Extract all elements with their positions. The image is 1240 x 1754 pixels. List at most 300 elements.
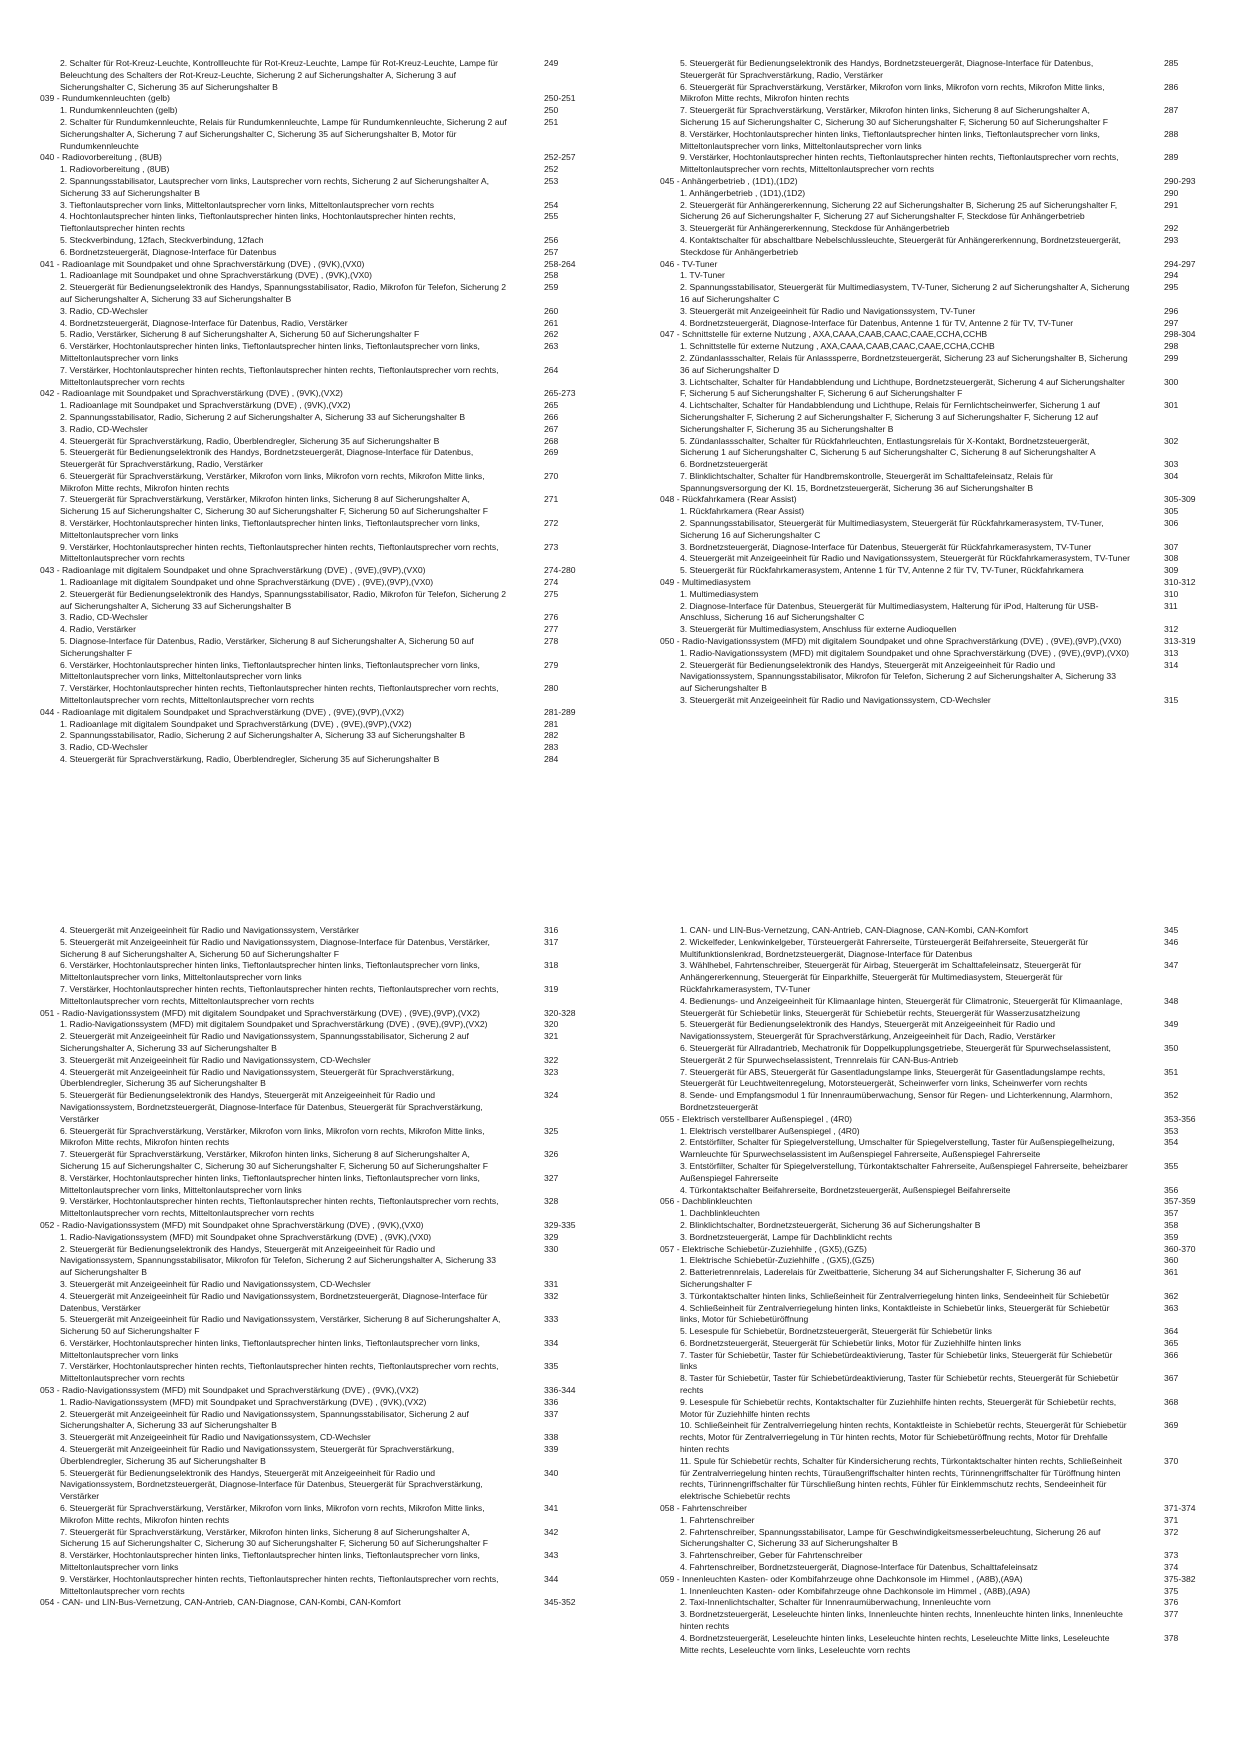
toc-subentry — [40, 211, 600, 235]
toc-subentry — [660, 1420, 1220, 1455]
toc-page-number: 332 — [544, 1290, 559, 1301]
toc-entry-text: 3. Radio, CD-Wechsler — [60, 305, 148, 316]
toc-entry-text: 5. Zündanlassschalter, Schalter für Rückfahrleuchten, Entlastungsrelais für X-Kontakt, Bordnetzsteuergerät, Sicherung 1 auf Sicherungshalter C, Sicherung 5 auf Sicherungshalter C, Sicherung 8 auf Sicherungshalter A — [680, 435, 1096, 458]
toc-subentry — [660, 1373, 1220, 1397]
toc-entry-text: 3. Steuergerät mit Anzeigeeinheit für Radio und Navigationssystem, TV-Tuner — [680, 305, 976, 316]
toc-subentry — [40, 164, 600, 176]
toc-entry-text: 9. Verstärker, Hochtonlautsprecher hinten rechts, Tieftonlautsprecher hinten rechts, Tieftonlautsprecher vorn rechts, Mitteltonlautsprecher vorn rechts, Mitteltonlautsprecher vorn rechts — [680, 152, 1119, 175]
toc-subentry — [660, 436, 1220, 460]
toc-page-number: 290 — [1164, 187, 1179, 198]
toc-page-number: 328 — [544, 1196, 559, 1207]
toc-entry-text: 7. Verstärker, Hochtonlautsprecher hinten rechts, Tieftonlautsprecher hinten rechts, Tieftonlautsprecher vorn rechts, Mitteltonlautsprecher vorn rechts, Mitteltonlautsprecher vorn rechts — [60, 983, 499, 1006]
toc-page-number: 352 — [1164, 1090, 1179, 1101]
toc-page-number: 281-289 — [544, 706, 576, 717]
toc-entry-text: 6. Verstärker, Hochtonlautsprecher hinten links, Tieftonlautsprecher hinten links, Tieftonlautsprecher vorn links, Mitteltonlautsprecher vorn links, Mitteltonlautsprecher vorn links — [60, 659, 480, 682]
toc-subentry — [660, 937, 1220, 961]
toc-page-number: 290-293 — [1164, 175, 1196, 186]
toc-page-number: 266 — [544, 411, 559, 422]
toc-subentry — [40, 1409, 600, 1433]
toc-subentry — [660, 925, 1220, 937]
toc-entry-text: 5. Steuergerät für Bedienungselektronik des Handys, Bordnetzsteuergerät, Diagnose-Interface für Datenbus, Steuergerät für Sprachverstärkung, Radio, Verstärker — [680, 58, 1094, 80]
toc-page-number: 291 — [1164, 199, 1179, 210]
toc-subentry — [40, 329, 600, 341]
toc-page-number: 309 — [1164, 565, 1179, 576]
toc-entry-text: 4. Türkontaktschalter Beifahrerseite, Bordnetzsteuergerät, Außenspiegel Beifahrerseite — [680, 1184, 1011, 1195]
toc-page-number: 279 — [544, 659, 559, 670]
toc-entry-text: 5. Steuergerät für Bedienungselektronik des Handys, Steuergerät mit Anzeigeeinheit für Radio und Navigationssystem, Bordnetzsteuergerät, Diagnose-Interface für Datenbus, Steuergerät für Sprachverstärkung, Verstärker — [60, 1090, 483, 1124]
toc-subentry — [40, 542, 600, 566]
toc-section-entry — [660, 1244, 1220, 1256]
toc-entry-text: 8. Verstärker, Hochtonlautsprecher hinten links, Tieftonlautsprecher hinten links, Tieftonlautsprecher vorn links, Mitteltonlautsprecher vorn links — [60, 1550, 480, 1573]
toc-page-number: 367 — [1164, 1373, 1179, 1384]
toc-page-number: 360-370 — [1164, 1243, 1196, 1254]
toc-subentry — [660, 105, 1220, 129]
toc-page-number: 298-304 — [1164, 329, 1196, 340]
toc-page-number: 265-273 — [544, 388, 576, 399]
toc-page-number: 296 — [1164, 305, 1179, 316]
toc-entry-text: 7. Verstärker, Hochtonlautsprecher hinten rechts, Tieftonlautsprecher hinten rechts, Tieftonlautsprecher vorn rechts, Mitteltonlautsprecher vorn rechts, Mitteltonlautsprecher vorn rechts — [60, 683, 499, 706]
toc-entry-text: 9. Lesespule für Schiebetür rechts, Kontaktschalter für Zuziehhilfe hinten rechts, Steuergerät für Schiebetür rechts, Motor für Zuziehhilfe hinten rechts — [680, 1396, 1117, 1419]
toc-entry-text: 4. Bordnetzsteuergerät, Diagnose-Interface für Datenbus, Radio, Verstärker — [60, 317, 348, 328]
toc-page-number: 371-374 — [1164, 1503, 1196, 1514]
toc-subentry — [40, 518, 600, 542]
toc-page-number: 257 — [544, 246, 559, 257]
toc-page-number: 319 — [544, 983, 559, 994]
toc-page-number: 320-328 — [544, 1007, 576, 1018]
toc-page-number: 330 — [544, 1243, 559, 1254]
toc-subentry — [660, 459, 1220, 471]
toc-entry-text: 1. Radio-Navigationssystem (MFD) mit digitalem Soundpaket und ohne Sprachverstärkung (DVE) , (9VE),(9VP),(VX0) — [680, 647, 1129, 658]
toc-entry-text: 4. Bedienungs- und Anzeigeeinheit für Klimaanlage hinten, Steuergerät für Climatronic, Steuergerät für Klimaanlage, Steuergerät für Schiebetür links, Steuergerät für Schiebetür rechts, Steuergerät für Wasserzusatzheizung — [680, 995, 1123, 1018]
toc-subentry — [660, 282, 1220, 306]
toc-page-number: 360 — [1164, 1255, 1179, 1266]
toc-section-entry — [660, 329, 1220, 341]
toc-page-number: 370 — [1164, 1455, 1179, 1466]
toc-page-number: 351 — [1164, 1066, 1179, 1077]
toc-entry-text: 046 - TV-Tuner — [660, 258, 718, 269]
toc-entry-text: 1. Radio-Navigationssystem (MFD) mit Soundpaket und Sprachverstärkung (DVE) , (9VK),(VX2) — [60, 1396, 427, 1407]
toc-page-number: 313-319 — [1164, 636, 1196, 647]
toc-entry-text: 1. Radioanlage mit Soundpaket und Sprachverstärkung (DVE) , (9VK),(VX2) — [60, 400, 351, 411]
toc-subentry — [660, 1397, 1220, 1421]
toc-page-number: 305-309 — [1164, 494, 1196, 505]
toc-subentry — [40, 412, 600, 424]
toc-entry-text: 4. Steuergerät für Sprachverstärkung, Radio, Überblendregler, Sicherung 35 auf Sicherungshalter B — [60, 754, 440, 765]
toc-entry-text: 3. Bordnetzsteuergerät, Lampe für Dachblinklicht rechts — [680, 1231, 893, 1242]
toc-entry-text: 7. Steuergerät für ABS, Steuergerät für Gasentladungslampe links, Steuergerät für Gasentladungslampe rechts, Steuergerät für Leuchtweitenregelung, Motorsteuergerät, Scheinwerfer vorn links, Scheinwerfer vorn rechts — [680, 1066, 1106, 1089]
toc-section-entry — [660, 494, 1220, 506]
toc-entry-text: 1. Radio-Navigationssystem (MFD) mit Soundpaket ohne Sprachverstärkung (DVE) , (9VK),(VX0) — [60, 1231, 432, 1242]
toc-entry-text: 3. Lichtschalter, Schalter für Handabblendung und Lichthupe, Bordnetzsteuergerät, Sicherung 4 auf Sicherungshalter F, Sicherung 5 auf Sicherungshalter F, Sicherung 6 auf Sicherungshalter F — [680, 376, 1125, 399]
toc-subentry — [40, 105, 600, 117]
toc-entry-text: 5. Steuergerät für Rückfahrkamerasystem, Antenne 1 für TV, Antenne 2 für TV, TV-Tuner, Rückfahrkamera — [680, 565, 1084, 576]
toc-subentry — [40, 1067, 600, 1091]
toc-subentry — [40, 447, 600, 471]
toc-page-number: 375 — [1164, 1585, 1179, 1596]
toc-page-number: 249 — [544, 58, 559, 68]
toc-subentry — [40, 282, 600, 306]
toc-page-number: 264 — [544, 364, 559, 375]
toc-page-number: 338 — [544, 1432, 559, 1443]
toc-subentry — [40, 925, 600, 937]
toc-page-number: 265 — [544, 400, 559, 411]
toc-subentry — [660, 1633, 1220, 1657]
toc-subentry — [40, 270, 600, 282]
toc-page-number: 292 — [1164, 223, 1179, 234]
toc-entry-text: 3. Steuergerät mit Anzeigeeinheit für Radio und Navigationssystem, CD-Wechsler — [60, 1054, 371, 1065]
toc-section-entry — [660, 1503, 1220, 1515]
toc-entry-text: 041 - Radioanlage mit Soundpaket und ohne Sprachverstärkung (DVE) , (9VK),(VX0) — [40, 258, 365, 269]
toc-entry-text: 2. Spannungsstabilisator, Steuergerät für Multimediasystem, Steuergerät für Rückfahrkamerasystem, TV-Tuner, Sicherung 16 auf Sicherungshalter C — [680, 518, 1104, 540]
toc-page-number: 250 — [544, 105, 559, 116]
toc-entry-text: 6. Bordnetzsteuergerät, Steuergerät für Schiebetür links, Motor für Zuziehhilfe hinten links — [680, 1337, 1022, 1348]
toc-entry-text: 3. Tieftonlautsprecher vorn links, Mitteltonlautsprecher vorn links, Mitteltonlautsprecher vorn rechts — [60, 199, 434, 210]
toc-entry-text: 4. Radio, Verstärker — [60, 624, 136, 635]
toc-entry-text: 6. Verstärker, Hochtonlautsprecher hinten links, Tieftonlautsprecher hinten links, Tieftonlautsprecher vorn links, Mitteltonlautsprecher vorn links, Mitteltonlautsprecher vorn links — [60, 960, 480, 983]
toc-entry-text: 042 - Radioanlage mit Soundpaket und Sprachverstärkung (DVE) , (9VK),(VX2) — [40, 388, 343, 399]
toc-entry-text: 4. Bordnetzsteuergerät, Diagnose-Interface für Datenbus, Antenne 1 für TV, Antenne 2 für TV, TV-Tuner — [680, 317, 1074, 328]
toc-subentry — [40, 589, 600, 613]
toc-entry-text: 058 - Fahrtenschreiber — [660, 1503, 747, 1514]
toc-page-number: 295 — [1164, 282, 1179, 293]
toc-page-number: 373 — [1164, 1550, 1179, 1561]
toc-subentry — [660, 306, 1220, 318]
toc-page-number: 350 — [1164, 1042, 1179, 1053]
toc-entry-text: 7. Steuergerät für Sprachverstärkung, Verstärker, Mikrofon hinten links, Sicherung 8 auf Sicherungshalter A, Sicherung 15 auf Sicherungshalter C, Sicherung 30 auf Sicherungshalter F, Sicherung 50 auf Sicherungshalter F — [60, 1149, 489, 1171]
toc-entry-text: 4. Bordnetzsteuergerät, Leseleuchte hinten links, Leseleuchte hinten rechts, Leseleuchte Mitte links, Leseleuchte Mitte rechts, Leseleuchte vorn links, Leseleuchte vorn rechts — [680, 1632, 1110, 1655]
toc-entry-text: 3. Fahrtenschreiber, Geber für Fahrtenschreiber — [680, 1550, 863, 1561]
toc-subentry — [660, 1137, 1220, 1161]
toc-column-right — [660, 925, 1220, 1656]
toc-subentry — [660, 1303, 1220, 1327]
toc-subentry — [660, 1255, 1220, 1267]
toc-page-number: 277 — [544, 624, 559, 635]
toc-page-number: 369 — [1164, 1420, 1179, 1431]
toc-page-number: 251 — [544, 116, 559, 127]
toc-subentry — [40, 1019, 600, 1031]
toc-entry-text: 5. Steckverbindung, 12fach, Steckverbindung, 12fach — [60, 234, 264, 245]
toc-subentry — [660, 624, 1220, 636]
toc-page-number: 297 — [1164, 317, 1179, 328]
toc-entry-text: 1. Radiovorbereitung , (8UB) — [60, 164, 170, 175]
toc-entry-text: 6. Steuergerät für Sprachverstärkung, Verstärker, Mikrofon vorn links, Mikrofon vorn rechts, Mikrofon Mitte links, Mikrofon Mitte rechts, Mikrofon hinten rechts — [60, 1125, 485, 1148]
toc-subentry — [40, 636, 600, 660]
toc-section-entry — [660, 1114, 1220, 1126]
toc-section-entry — [40, 707, 600, 719]
toc-column-right — [660, 58, 1220, 707]
toc-page-number: 365 — [1164, 1337, 1179, 1348]
toc-entry-text: 1. Radio-Navigationssystem (MFD) mit digitalem Soundpaket und Sprachverstärkung (DVE) , (9VE),(9VP),(VX2) — [60, 1019, 488, 1030]
toc-subentry — [660, 1067, 1220, 1091]
toc-page-number: 269 — [544, 447, 559, 458]
toc-subentry — [660, 589, 1220, 601]
toc-entry-text: 4. Lichtschalter, Schalter für Handabblendung und Lichthupe, Relais für Fernlichtscheinwerfer, Sicherung 1 auf Sicherungshalter F, Sicherung 2 auf Sicherungshalter F, Sicherung 3 auf Sicherungshalter F, Sicherung 12 auf Sicherungshalter F, Sicherung 35 au Sicherungshalter B — [680, 400, 1100, 434]
toc-entry-text: 4. Steuergerät mit Anzeigeeinheit für Radio und Navigationssystem, Steuergerät für Sprachverstärkung, Überblendregler, Sicherung 35 auf Sicherungshalter B — [60, 1066, 455, 1089]
toc-entry-text: 1. Innenleuchten Kasten- oder Kombifahrzeuge ohne Dachkonsole im Himmel , (A8B),(A9A) — [680, 1585, 1031, 1596]
toc-page-number: 336-344 — [544, 1385, 576, 1396]
toc-page-number: 258 — [544, 270, 559, 281]
toc-entry-text: 1. Schnittstelle für externe Nutzung , AXA,CAAA,CAAB,CAAC,CAAE,CCHA,CCHB — [680, 341, 995, 352]
toc-page-number: 366 — [1164, 1349, 1179, 1360]
toc-subentry — [40, 730, 600, 742]
toc-subentry — [660, 1267, 1220, 1291]
toc-page-number: 259 — [544, 282, 559, 293]
toc-page-number: 363 — [1164, 1302, 1179, 1313]
toc-entry-text: 4. Fahrtenschreiber, Bordnetzsteuergerät, Diagnose-Interface für Datenbus, Schalttafeleinsatz — [680, 1562, 1038, 1573]
toc-subentry — [40, 1574, 600, 1598]
toc-page-number: 358 — [1164, 1219, 1179, 1230]
toc-subentry — [40, 117, 600, 152]
toc-page-number: 289 — [1164, 152, 1179, 163]
toc-page-number: 300 — [1164, 376, 1179, 387]
toc-page-number: 378 — [1164, 1632, 1179, 1643]
toc-entry-text: 3. Bordnetzsteuergerät, Diagnose-Interface für Datenbus, Steuergerät für Rückfahrkamerasystem, TV-Tuner — [680, 541, 1092, 552]
toc-page-number: 333 — [544, 1314, 559, 1325]
toc-subentry — [40, 624, 600, 636]
toc-subentry — [40, 984, 600, 1008]
toc-page-number: 252-257 — [544, 152, 576, 163]
toc-subentry — [40, 247, 600, 259]
toc-entry-text: 2. Spannungsstabilisator, Steuergerät für Multimediasystem, TV-Tuner, Sicherung 2 auf Sicherungshalter A, Sicherung 16 auf Sicherungshalter C — [680, 282, 1130, 304]
toc-section-entry — [40, 1597, 600, 1609]
toc-page-number: 267 — [544, 423, 559, 434]
toc-page-number: 305 — [1164, 506, 1179, 517]
toc-entry-text: 1. Rückfahrkamera (Rear Assist) — [680, 506, 805, 517]
toc-page-number: 315 — [1164, 695, 1179, 706]
toc-page-number: 337 — [544, 1408, 559, 1419]
toc-page-number: 346 — [1164, 936, 1179, 947]
toc-entry-text: 1. Radioanlage mit digitalem Soundpaket und Sprachverstärkung (DVE) , (9VE),(9VP),(VX2) — [60, 718, 412, 729]
toc-entry-text: 5. Steuergerät für Bedienungselektronik des Handys, Bordnetzsteuergerät, Diagnose-Interface für Datenbus, Steuergerät für Sprachverstärkung, Radio, Verstärker — [60, 447, 474, 470]
toc-subentry — [660, 471, 1220, 495]
toc-subentry — [660, 152, 1220, 176]
toc-entry-text: 2. Fahrtenschreiber, Spannungsstabilisator, Lampe für Geschwindigkeitsmesserbeleuchtung, Sicherung 26 auf Sicherungshalter C, Sicherung 33 auf Sicherungshalter B — [680, 1526, 1101, 1549]
toc-page-number: 261 — [544, 317, 559, 328]
toc-entry-text: 4. Steuergerät mit Anzeigeeinheit für Radio und Navigationssystem, Steuergerät für Sprachverstärkung, Überblendregler, Sicherung 35 auf Sicherungshalter B — [60, 1444, 455, 1466]
toc-section-entry — [40, 565, 600, 577]
toc-page-number: 304 — [1164, 470, 1179, 481]
toc-entry-text: 7. Taster für Schiebetür, Taster für Schiebetürdeaktivierung, Taster für Schiebetür links, Steuergerät für Schiebetür links — [680, 1349, 1113, 1372]
toc-page-number: 316 — [544, 925, 559, 935]
toc-entry-text: 3. Radio, CD-Wechsler — [60, 612, 148, 623]
toc-subentry — [660, 1220, 1220, 1232]
toc-page-number: 263 — [544, 341, 559, 352]
toc-page-number: 271 — [544, 494, 559, 505]
toc-entry-text: 7. Blinklichtschalter, Schalter für Handbremskontrolle, Steuergerät im Schalttafeleinsatz, Relais für Spannungsversorgung der Kl. 15, Bordnetzsteuergerät, Sicherung 36 auf Sicherungshalter B — [680, 470, 1054, 493]
toc-subentry — [40, 365, 600, 389]
toc-page-number: 359 — [1164, 1231, 1179, 1242]
toc-entry-text: 3. Türkontaktschalter hinten links, Schließeinheit für Zentralverriegelung hinten links, Sendeeinheit für Schiebetür — [680, 1290, 1110, 1301]
toc-entry-text: 4. Steuergerät mit Anzeigeeinheit für Radio und Navigationssystem, Steuergerät für Rückfahrkamerasystem, TV-Tuner — [680, 553, 1130, 564]
toc-page-number: 324 — [544, 1090, 559, 1101]
toc-entry-text: 11. Spule für Schiebetür rechts, Schalter für Kindersicherung rechts, Türkontaktschalter hinten rechts, Schließeinheit für Zentralverriegelung hinten rechts, Türaußengriffschalter hinten rechts, Türinnengriffschalter für Türöffnung hinten rechts, Türinnengriffschalter für Türschließung hinten rechts, Fühler für Einklemmschutz rechts, Sendeeinheit für elektrische Schiebetür rechts — [680, 1455, 1123, 1502]
toc-page-number: 329 — [544, 1231, 559, 1242]
toc-entry-text: 3. Steuergerät mit Anzeigeeinheit für Radio und Navigationssystem, CD-Wechsler — [60, 1278, 371, 1289]
toc-subentry — [660, 318, 1220, 330]
toc-subentry — [660, 1291, 1220, 1303]
toc-page-number: 349 — [1164, 1019, 1179, 1030]
toc-entry-text: 5. Radio, Verstärker, Sicherung 8 auf Sicherungshalter A, Sicherung 50 auf Sicherungshalter F — [60, 329, 420, 340]
toc-page-number: 278 — [544, 636, 559, 647]
toc-entry-text: 1. Radioanlage mit Soundpaket und ohne Sprachverstärkung (DVE) , (9VK),(VX0) — [60, 270, 372, 281]
toc-entry-text: 1. Elektrisch verstellbarer Außenspiegel , (4R0) — [680, 1125, 860, 1136]
toc-section-entry — [40, 93, 600, 105]
toc-entry-text: 1. Rundumkennleuchten (gelb) — [60, 105, 178, 116]
toc-page-number: 317 — [544, 936, 559, 947]
toc-entry-text: 6. Steuergerät für Sprachverstärkung, Verstärker, Mikrofon vorn links, Mikrofon vorn rechts, Mikrofon Mitte links, Mikrofon Mitte rechts, Mikrofon hinten rechts — [60, 1503, 485, 1525]
toc-page-number: 250-251 — [544, 93, 576, 104]
toc-subentry — [40, 1173, 600, 1197]
toc-subentry — [40, 1444, 600, 1468]
toc-subentry — [660, 565, 1220, 577]
toc-page-number: 287 — [1164, 105, 1179, 116]
toc-subentry — [660, 400, 1220, 435]
toc-subentry — [660, 1562, 1220, 1574]
toc-subentry — [660, 1527, 1220, 1551]
toc-page-number: 357 — [1164, 1208, 1179, 1219]
toc-entry-text: 6. Verstärker, Hochtonlautsprecher hinten links, Tieftonlautsprecher hinten links, Tieftonlautsprecher vorn links, Mitteltonlautsprecher vorn links — [60, 1337, 480, 1360]
toc-subentry — [40, 1279, 600, 1291]
toc-entry-text: 8. Sende- und Empfangsmodul 1 für Innenraumüberwachung, Sensor für Regen- und Lichterkennung, Alarmhorn, Bordnetzsteuergerät — [680, 1090, 1113, 1112]
toc-entry-text: 2. Wickelfeder, Lenkwinkelgeber, Türsteuergerät Fahrerseite, Türsteuergerät Beifahrerseite, Steuergerät für Multifunktionslenkrad, Bordnetzsteuergerät, Diagnose-Interface für Datenbus — [680, 936, 1089, 959]
toc-entry-text: 049 - Multimediasystem — [660, 577, 751, 588]
toc-subentry — [660, 518, 1220, 542]
toc-page-number: 357-359 — [1164, 1196, 1196, 1207]
toc-page-number: 286 — [1164, 81, 1179, 92]
toc-entry-text: 051 - Radio-Navigationssystem (MFD) mit digitalem Soundpaket und Sprachverstärkung (DVE) , (9VE),(9VP),(VX2) — [40, 1007, 480, 1018]
toc-page-number: 364 — [1164, 1326, 1179, 1337]
toc-entry-text: 7. Steuergerät für Sprachverstärkung, Verstärker, Mikrofon hinten links, Sicherung 8 auf Sicherungshalter A, Sicherung 15 auf Sicherungshalter C, Sicherung 30 auf Sicherungshalter F, Sicherung 50 auf Sicherungshalter F — [60, 494, 489, 517]
toc-subentry — [40, 1397, 600, 1409]
toc-subentry — [660, 1161, 1220, 1185]
toc-page-number: 282 — [544, 730, 559, 741]
toc-page-number: 320 — [544, 1019, 559, 1030]
toc-page-number: 253 — [544, 175, 559, 186]
toc-subentry — [660, 341, 1220, 353]
toc-page-number: 262 — [544, 329, 559, 340]
toc-entry-text: 6. Steuergerät für Allradantrieb, Mechatronik für Doppelkupplungsgetriebe, Steuergerät für Spurwechselassistent, Steuergerät 2 für Spurwechselassistent, Trennrelais für CAN-Bus-Antrieb — [680, 1042, 1111, 1065]
toc-subentry — [660, 1208, 1220, 1220]
toc-subentry — [40, 1361, 600, 1385]
toc-entry-text: 1. Dachblinkleuchten — [680, 1208, 760, 1219]
toc-entry-text: 3. Radio, CD-Wechsler — [60, 423, 148, 434]
toc-subentry — [660, 188, 1220, 200]
toc-subentry — [660, 200, 1220, 224]
toc-entry-text: 4. Steuergerät für Sprachverstärkung, Radio, Überblendregler, Sicherung 35 auf Sicherungshalter B — [60, 435, 440, 446]
toc-subentry — [40, 1550, 600, 1574]
toc-subentry — [660, 235, 1220, 259]
toc-section-entry — [660, 259, 1220, 271]
toc-subentry — [40, 1338, 600, 1362]
toc-page-number: 339 — [544, 1444, 559, 1455]
toc-subentry — [660, 996, 1220, 1020]
toc-page-number: 322 — [544, 1054, 559, 1065]
toc-entry-text: 2. Schalter für Rot-Kreuz-Leuchte, Kontrollleuchte für Rot-Kreuz-Leuchte, Lampe für Rot-Kreuz-Leuchte, Lampe für Beleuchtung des Schalters der Rot-Kreuz-Leuchte, Sicherung 2 auf Sicherungshalter A, Sicherung 3 auf Sicherungshalter C, Sicherung 35 auf Sicherungshalter B — [60, 58, 499, 92]
toc-subentry — [40, 683, 600, 707]
toc-subentry — [660, 1185, 1220, 1197]
toc-entry-text: 5. Steuergerät für Bedienungselektronik des Handys, Steuergerät mit Anzeigeeinheit für Radio und Navigationssystem, Bordnetzsteuergerät, Diagnose-Interface für Datenbus, Steuergerät für Sprachverstärkung, Verstärker — [60, 1467, 483, 1502]
toc-page-number: 258-264 — [544, 258, 576, 269]
toc-entry-text: 048 - Rückfahrkamera (Rear Assist) — [660, 494, 797, 505]
toc-column-left — [40, 925, 600, 1609]
toc-page-number: 326 — [544, 1149, 559, 1160]
toc-entry-text: 1. Fahrtenschreiber — [680, 1514, 755, 1525]
toc-entry-text: 052 - Radio-Navigationssystem (MFD) mit Soundpaket ohne Sprachverstärkung (DVE) , (9VK),(VX0) — [40, 1219, 424, 1230]
toc-page-number: 355 — [1164, 1160, 1179, 1171]
toc-page-number: 288 — [1164, 128, 1179, 139]
toc-entry-text: 1. Radioanlage mit digitalem Soundpaket und ohne Sprachverstärkung (DVE) , (9VE),(9VP),(VX0) — [60, 577, 434, 588]
toc-subentry — [40, 494, 600, 518]
toc-subentry — [40, 318, 600, 330]
toc-subentry — [40, 1232, 600, 1244]
toc-section-entry — [40, 152, 600, 164]
toc-subentry — [660, 353, 1220, 377]
toc-subentry — [660, 542, 1220, 554]
toc-entry-text: 1. Elektrische Schiebetür-Zuziehhilfe , (GX5),(GZ5) — [680, 1255, 875, 1266]
toc-page-number: 345 — [1164, 925, 1179, 935]
toc-entry-text: 2. Entstörfilter, Schalter für Spiegelverstellung, Umschalter für Spiegelverstellung, Taster für Außenspiegelheizung, Warnleuchte für Spurwechselassistent im Außenspiegel Fahrerseite, Außenspiegel Fahrerseite — [680, 1137, 1115, 1160]
toc-page-number: 329-335 — [544, 1219, 576, 1230]
toc-subentry — [660, 1456, 1220, 1503]
toc-page-number: 377 — [1164, 1609, 1179, 1620]
toc-entry-text: 7. Verstärker, Hochtonlautsprecher hinten rechts, Tieftonlautsprecher hinten rechts, Tieftonlautsprecher vorn rechts, Mitteltonlautsprecher vorn rechts — [60, 364, 499, 387]
toc-entry-text: 7. Verstärker, Hochtonlautsprecher hinten rechts, Tieftonlautsprecher hinten rechts, Tieftonlautsprecher vorn rechts, Mitteltonlautsprecher vorn rechts — [60, 1361, 499, 1384]
toc-subentry — [40, 306, 600, 318]
toc-page-number: 376 — [1164, 1597, 1179, 1608]
toc-subentry — [660, 1126, 1220, 1138]
toc-subentry — [660, 660, 1220, 695]
toc-subentry — [40, 1432, 600, 1444]
toc-entry-text: 1. TV-Tuner — [680, 270, 725, 281]
toc-column-left — [40, 58, 600, 766]
toc-entry-text: 5. Lesespule für Schiebetür, Bordnetzsteuergerät, Steuergerät für Schiebetür links — [680, 1326, 992, 1337]
toc-page-number: 361 — [1164, 1267, 1179, 1278]
toc-section-entry — [660, 176, 1220, 188]
toc-entry-text: 043 - Radioanlage mit digitalem Soundpaket und ohne Sprachverstärkung (DVE) , (9VE),(9VP),(VX0) — [40, 565, 426, 576]
toc-entry-text: 2. Steuergerät für Bedienungselektronik des Handys, Spannungsstabilisator, Radio, Mikrofon für Telefon, Sicherung 2 auf Sicherungshalter A, Sicherung 33 auf Sicherungshalter B — [60, 282, 507, 304]
toc-page-number: 335 — [544, 1361, 559, 1372]
toc-subentry — [660, 1019, 1220, 1043]
toc-subentry — [660, 506, 1220, 518]
toc-page-number: 260 — [544, 305, 559, 316]
toc-page-number: 308 — [1164, 553, 1179, 564]
toc-page-number: 276 — [544, 612, 559, 623]
toc-entry-text: 3. Steuergerät mit Anzeigeeinheit für Radio und Navigationssystem, CD-Wechsler — [680, 695, 991, 706]
toc-subentry — [40, 742, 600, 754]
toc-subentry — [40, 1468, 600, 1503]
toc-page-number: 284 — [544, 754, 559, 765]
toc-section-entry — [40, 1385, 600, 1397]
toc-entry-text: 050 - Radio-Navigationssystem (MFD) mit digitalem Soundpaket und ohne Sprachverstärkung (DVE) , (9VE),(9VP),(VX0) — [660, 636, 1122, 647]
toc-page-number: 254 — [544, 199, 559, 210]
toc-subentry — [40, 235, 600, 247]
toc-entry-text: 7. Steuergerät für Sprachverstärkung, Verstärker, Mikrofon hinten links, Sicherung 8 auf Sicherungshalter A, Sicherung 15 auf Sicherungshalter C, Sicherung 30 auf Sicherungshalter F, Sicherung 50 auf Sicherungshalter F — [60, 1526, 489, 1549]
toc-subentry — [40, 660, 600, 684]
toc-entry-text: 6. Bordnetzsteuergerät, Diagnose-Interface für Datenbus — [60, 246, 277, 257]
toc-page-number: 302 — [1164, 435, 1179, 446]
toc-subentry — [40, 1031, 600, 1055]
toc-entry-text: 6. Steuergerät für Sprachverstärkung, Verstärker, Mikrofon vorn links, Mikrofon vorn rechts, Mikrofon Mitte links, Mikrofon Mitte rechts, Mikrofon hinten rechts — [680, 81, 1105, 104]
toc-page-number: 294-297 — [1164, 258, 1196, 269]
toc-entry-text: 2. Taxi-Innenlichtschalter, Schalter für Innenraumüberwachung, Innenleuchte vorn — [680, 1597, 991, 1608]
toc-entry-text: 053 - Radio-Navigationssystem (MFD) mit Soundpaket und Sprachverstärkung (DVE) , (9VK),(VX2) — [40, 1385, 419, 1396]
toc-entry-text: 4. Hochtonlautsprecher hinten links, Tieftonlautsprecher hinten links, Hochtonlautsprecher hinten rechts, Tieftonlautsprecher hinten rechts — [60, 211, 456, 234]
toc-entry-text: 3. Wählhebel, Fahrtenschreiber, Steuergerät für Airbag, Steuergerät im Schalttafeleinsatz, Steuergerät für Anhängererkennung, Steuergerät für Einparkhilfe, Steuergerät für Multimediasystem, Steuergerät für Rückfahrkamerasystem, TV-Tuner — [680, 960, 1082, 994]
toc-entry-text: 3. Steuergerät mit Anzeigeeinheit für Radio und Navigationssystem, CD-Wechsler — [60, 1432, 371, 1443]
toc-page-number: 311 — [1164, 600, 1178, 611]
toc-page-number: 281 — [544, 718, 559, 729]
toc-page-number: 343 — [544, 1550, 559, 1561]
